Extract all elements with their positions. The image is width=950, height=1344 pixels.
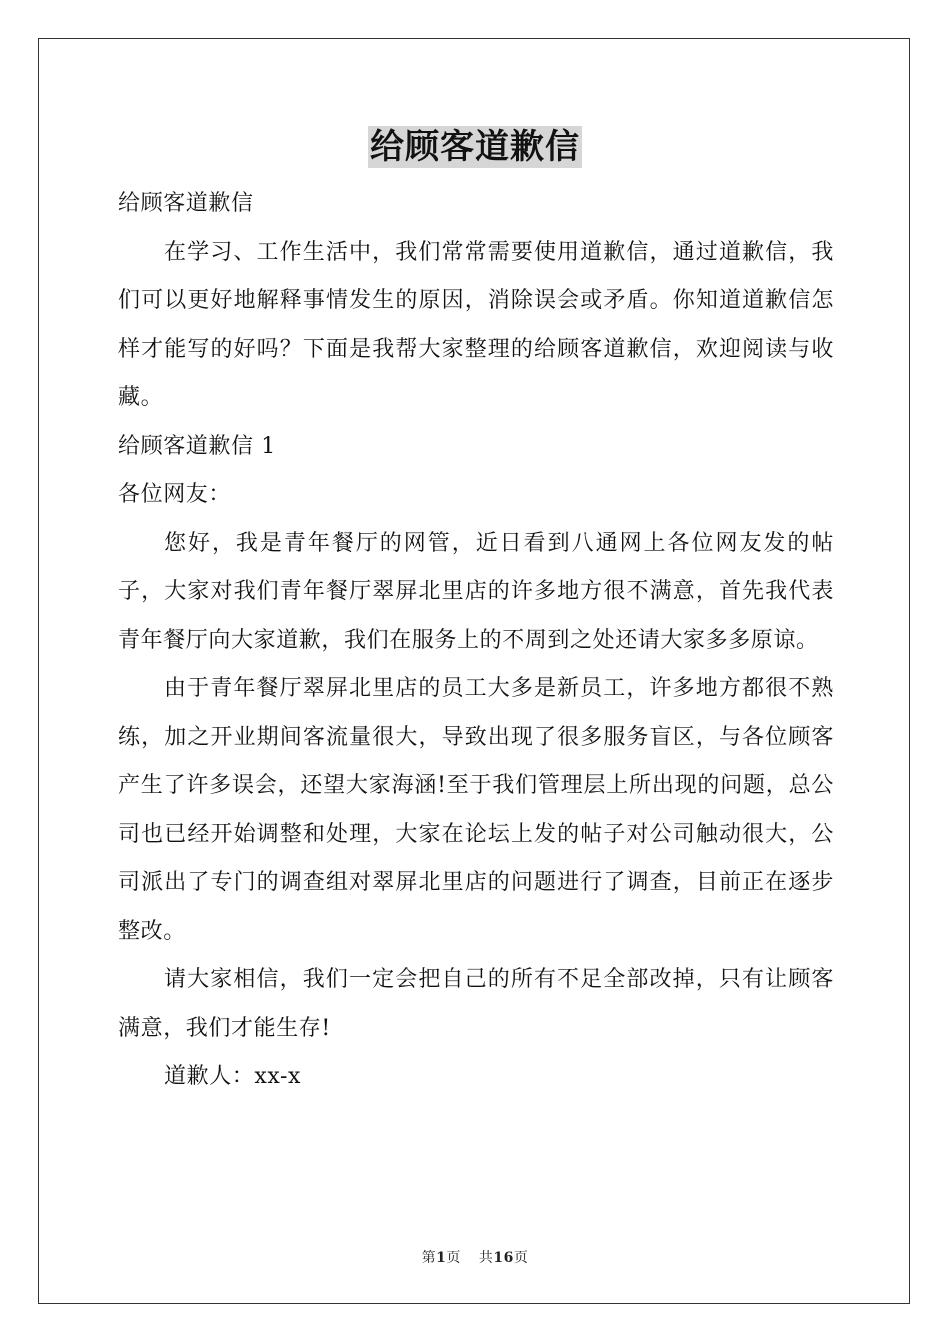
body-paragraph-1: 您好，我是青年餐厅的网管，近日看到八通网上各位网友发的帖子，大家对我们青年餐厅翠屏北里店的许多地方很不满意，首先我代表青年餐厅向大家道歉，我们在服务上的不周到之处还请大家多多原谅。 — [118, 530, 834, 653]
total-prefix: 共 — [478, 1250, 494, 1266]
document-subtitle: 给顾客道歉信 — [118, 191, 254, 216]
body-paragraph-2: 由于青年餐厅翠屏北里店的员工大多是新员工，许多地方都很不熟练，加之开业期间客流量很大，导致出现了很多服务盲区，与各位顾客产生了许多误会，还望大家海涵!至于我们管理层上所出现的问题，总公司也已经开始调整和处理，大家在论坛上发的帖子对公司触动很大，公司派出了专门的调查组对翠屏北里店的问题进行了调查，目前正在逐步整改。 — [118, 676, 834, 944]
signature-line: 道歉人：xx-x — [164, 1064, 302, 1089]
page-unit: 页 — [446, 1250, 461, 1266]
total-unit: 页 — [513, 1250, 529, 1266]
document-body — [118, 180, 834, 1102]
page-footer — [0, 1247, 950, 1267]
body-paragraph-3: 请大家相信，我们一定会把自己的所有不足全部改掉，只有让顾客满意，我们才能生存! — [118, 967, 834, 1041]
intro-paragraph: 在学习、工作生活中，我们常常需要使用道歉信，通过道歉信，我们可以更好地解释事情发生的原因，消除误会或矛盾。你知道道歉信怎样才能写的好吗？下面是我帮大家整理的给顾客道歉信，欢迎阅读与收藏。 — [118, 239, 834, 410]
salutation: 各位网友： — [118, 482, 232, 507]
title-container — [0, 126, 950, 168]
section-heading: 给顾客道歉信 1 — [118, 433, 276, 459]
total-page-number: 16 — [493, 1250, 514, 1266]
document-title: 给顾客道歉信 — [370, 127, 580, 167]
current-page-number: 1 — [436, 1250, 447, 1266]
page-prefix: 第 — [421, 1250, 437, 1266]
